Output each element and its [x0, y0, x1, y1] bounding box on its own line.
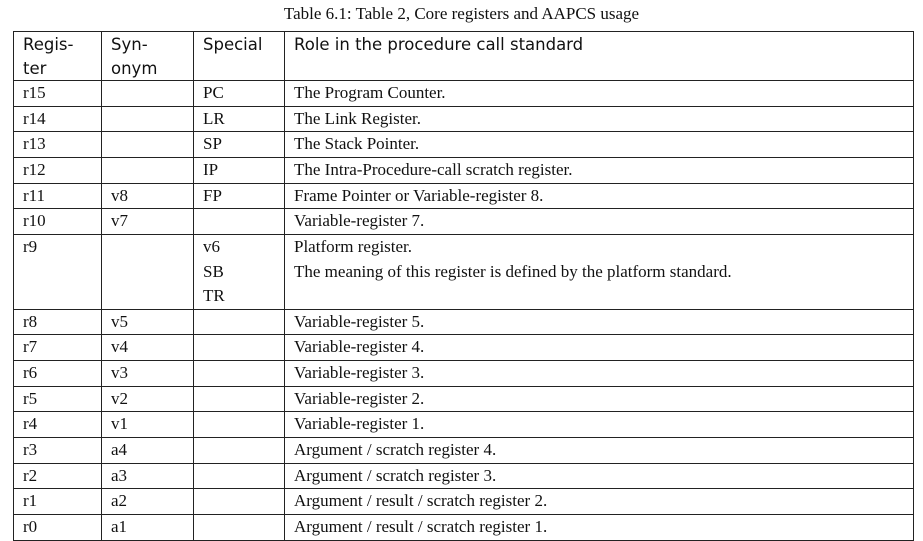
special-cell [194, 132, 285, 158]
role-text: Argument / result / scratch register 2. [294, 491, 548, 511]
header-special [194, 32, 285, 81]
synonym-cell: v8 [102, 183, 194, 209]
table-row [14, 209, 914, 235]
role-cell [285, 158, 914, 184]
table-row [14, 463, 914, 489]
header-synonym [102, 32, 194, 81]
synonym-cell: v3 [102, 361, 194, 387]
role-text: Frame Pointer or Variable-register 8. [294, 185, 544, 205]
special-cell [194, 183, 285, 209]
special-cell [194, 515, 285, 541]
synonym-cell: v2 [102, 386, 194, 412]
role-text: The Intra-Procedure-call scratch register. [294, 160, 573, 180]
table-row [14, 309, 914, 335]
synonym-cell: a2 [102, 489, 194, 515]
role-cell [285, 412, 914, 438]
header-text-line: ter [23, 58, 47, 78]
register-cell: r1 [14, 489, 102, 515]
special-cell [194, 438, 285, 464]
special-cell [194, 335, 285, 361]
role-text: Argument / scratch register 3. [294, 465, 497, 485]
role-text: Variable-register 2. [294, 388, 425, 408]
header-register [14, 32, 102, 81]
role-text: The meaning of this register is defined by the platform standard. [294, 261, 732, 281]
table-row [14, 386, 914, 412]
special-cell [194, 235, 285, 310]
role-text: Variable-register 3. [294, 363, 425, 382]
special-cell [194, 106, 285, 132]
table-row [14, 361, 914, 387]
role-cell [285, 309, 914, 335]
special-name: LR [203, 108, 225, 128]
table-caption: Table 6.1: Table 2, Core registers and AAPCS usage [283, 4, 640, 23]
register-cell: r11 [14, 183, 102, 209]
role-cell [285, 463, 914, 489]
register-cell: r2 [14, 463, 102, 489]
role-cell [285, 132, 914, 158]
special-name: PC [203, 83, 224, 102]
synonym-cell [102, 158, 194, 184]
register-cell: r8 [14, 309, 102, 335]
role-cell [285, 235, 914, 310]
special-name: IP [203, 160, 219, 180]
role-text: The Stack Pointer. [294, 134, 420, 154]
table-row [14, 235, 914, 310]
role-cell [285, 438, 914, 464]
special-cell [194, 309, 285, 335]
role-text: Variable-register 7. [294, 211, 425, 231]
role-cell [285, 361, 914, 387]
role-cell [285, 489, 914, 515]
special-cell [194, 386, 285, 412]
register-cell: r14 [14, 106, 102, 132]
synonym-cell: a1 [102, 515, 194, 541]
table-row [14, 81, 914, 107]
synonym-cell [102, 132, 194, 158]
role-text: The Program Counter. [294, 83, 446, 102]
register-cell: r12 [14, 158, 102, 184]
role-cell [285, 106, 914, 132]
table-header [14, 32, 914, 81]
special-name: v6 [203, 237, 220, 257]
table-row [14, 515, 914, 541]
special-name: SP [203, 134, 222, 154]
special-name: SB [203, 261, 224, 281]
special-cell [194, 412, 285, 438]
synonym-cell: v7 [102, 209, 194, 235]
register-cell: r6 [14, 361, 102, 387]
table-row [14, 158, 914, 184]
role-text: Variable-register 5. [294, 311, 425, 331]
synonym-cell: a4 [102, 438, 194, 464]
role-cell [285, 183, 914, 209]
role-cell [285, 335, 914, 361]
table-row [14, 412, 914, 438]
role-text: Variable-register 1. [294, 414, 425, 434]
header-row [14, 32, 914, 81]
header-text-line: Syn- [111, 35, 148, 54]
role-cell [285, 209, 914, 235]
table-row [14, 438, 914, 464]
synonym-cell: a3 [102, 463, 194, 489]
header-text-line: Regis- [23, 35, 74, 54]
special-cell [194, 463, 285, 489]
table-body [14, 81, 914, 541]
header-text-line: Role in the procedure call standard [294, 35, 584, 54]
synonym-cell: v4 [102, 335, 194, 361]
synonym-cell [102, 81, 194, 107]
register-cell: r9 [14, 235, 102, 310]
special-name: TR [203, 286, 225, 306]
register-cell: r15 [14, 81, 102, 107]
special-name: FP [203, 185, 222, 205]
synonym-cell: v5 [102, 309, 194, 335]
role-text: Platform register. [294, 237, 413, 257]
special-cell [194, 489, 285, 515]
role-text: Argument / scratch register 4. [294, 440, 497, 460]
synonym-cell [102, 235, 194, 310]
register-cell: r4 [14, 412, 102, 438]
header-text-line: onym [111, 58, 158, 78]
special-cell [194, 361, 285, 387]
register-cell: r13 [14, 132, 102, 158]
register-cell: r5 [14, 386, 102, 412]
role-text: Variable-register 4. [294, 337, 425, 357]
special-cell [194, 209, 285, 235]
table-row [14, 335, 914, 361]
header-role [285, 32, 914, 81]
table-row [14, 183, 914, 209]
core-registers-table [13, 31, 914, 541]
table-row [14, 106, 914, 132]
role-cell [285, 81, 914, 107]
synonym-cell [102, 106, 194, 132]
role-text: Argument / result / scratch register 1. [294, 517, 548, 537]
register-cell: r10 [14, 209, 102, 235]
role-text: The Link Register. [294, 108, 422, 128]
role-cell [285, 515, 914, 541]
role-cell [285, 386, 914, 412]
register-cell: r0 [14, 515, 102, 541]
register-cell: r3 [14, 438, 102, 464]
table-row [14, 132, 914, 158]
special-cell [194, 81, 285, 107]
register-cell: r7 [14, 335, 102, 361]
table-row [14, 489, 914, 515]
special-cell [194, 158, 285, 184]
header-text-line: Special [203, 35, 263, 54]
synonym-cell: v1 [102, 412, 194, 438]
